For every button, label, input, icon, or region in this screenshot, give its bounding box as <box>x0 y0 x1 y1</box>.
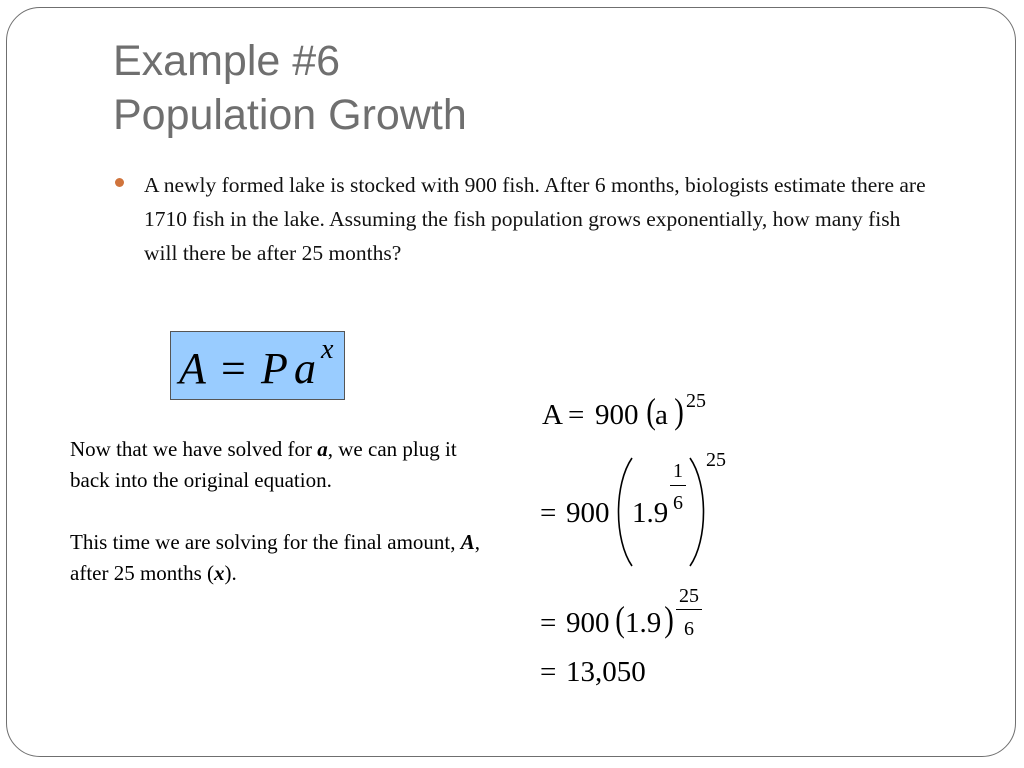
problem-text: A newly formed lake is stocked with 900 fish. After 6 months, biologists estimate there are 1710 fish in the lake. Assuming the fish population grows exponentially, how many fish will there be after 25 months? <box>144 173 926 265</box>
step2-exp-numerator: 1 <box>673 460 683 482</box>
step2-coefficient: 900 <box>566 497 610 529</box>
title-line-2: Population Growth <box>113 91 467 139</box>
formula-equals: = <box>221 344 246 393</box>
step2-base: 1.9 <box>632 497 669 529</box>
step2-exp-denominator: 6 <box>673 492 683 514</box>
step2-equals: = <box>540 497 557 529</box>
slide-title <box>113 34 467 142</box>
step1-var-a: a <box>655 399 668 431</box>
step3-equals: = <box>540 607 557 639</box>
step3-open-paren: ( <box>615 599 625 639</box>
formula-x-exponent: x <box>321 334 334 365</box>
step3-base: 1.9 <box>625 607 662 639</box>
explanation-text <box>70 434 490 620</box>
formula-box <box>170 331 345 400</box>
step3-coefficient: 900 <box>566 607 610 639</box>
step4-result: 13,050 <box>566 656 646 688</box>
explanation-p1-after: , we can plug it back into the original equation. <box>70 437 457 492</box>
explanation-var-a: a <box>317 437 328 461</box>
step2-outer-exponent: 25 <box>706 449 726 471</box>
explanation-paragraph-1 <box>70 434 490 496</box>
step1-coefficient: 900 <box>595 399 639 431</box>
step1-close-paren: ) <box>674 391 684 431</box>
problem-bullet <box>115 168 935 270</box>
step2-fraction-bar <box>670 485 686 486</box>
explanation-p2-before: This time we are solving for the final amount, <box>70 530 461 554</box>
formula-P: P <box>261 344 288 393</box>
step3-exp-denominator: 6 <box>684 618 694 640</box>
title-line-1: Example #6 <box>113 37 341 85</box>
formula-a: a <box>294 344 316 393</box>
step3-fraction-bar <box>676 609 702 610</box>
step1-open-paren: ( <box>646 391 656 431</box>
explanation-p2-mid: , after 25 months ( <box>70 530 481 585</box>
bullet-dot-icon <box>115 178 124 187</box>
step3-exp-numerator: 25 <box>679 585 699 607</box>
explanation-var-x: x <box>214 561 225 585</box>
explanation-paragraph-2 <box>70 527 490 589</box>
step1-equals: = <box>568 399 585 431</box>
explanation-p2-after: ). <box>224 561 237 585</box>
step1-exponent: 25 <box>686 390 706 412</box>
explanation-var-A: A <box>460 530 475 554</box>
step2-big-close-paren <box>686 454 712 570</box>
formula-A: A <box>179 344 206 393</box>
explanation-p1-before: Now that we have solved for <box>70 437 318 461</box>
step3-close-paren: ) <box>664 599 674 639</box>
step1-lhs: A <box>542 399 563 431</box>
step4-equals: = <box>540 656 557 688</box>
